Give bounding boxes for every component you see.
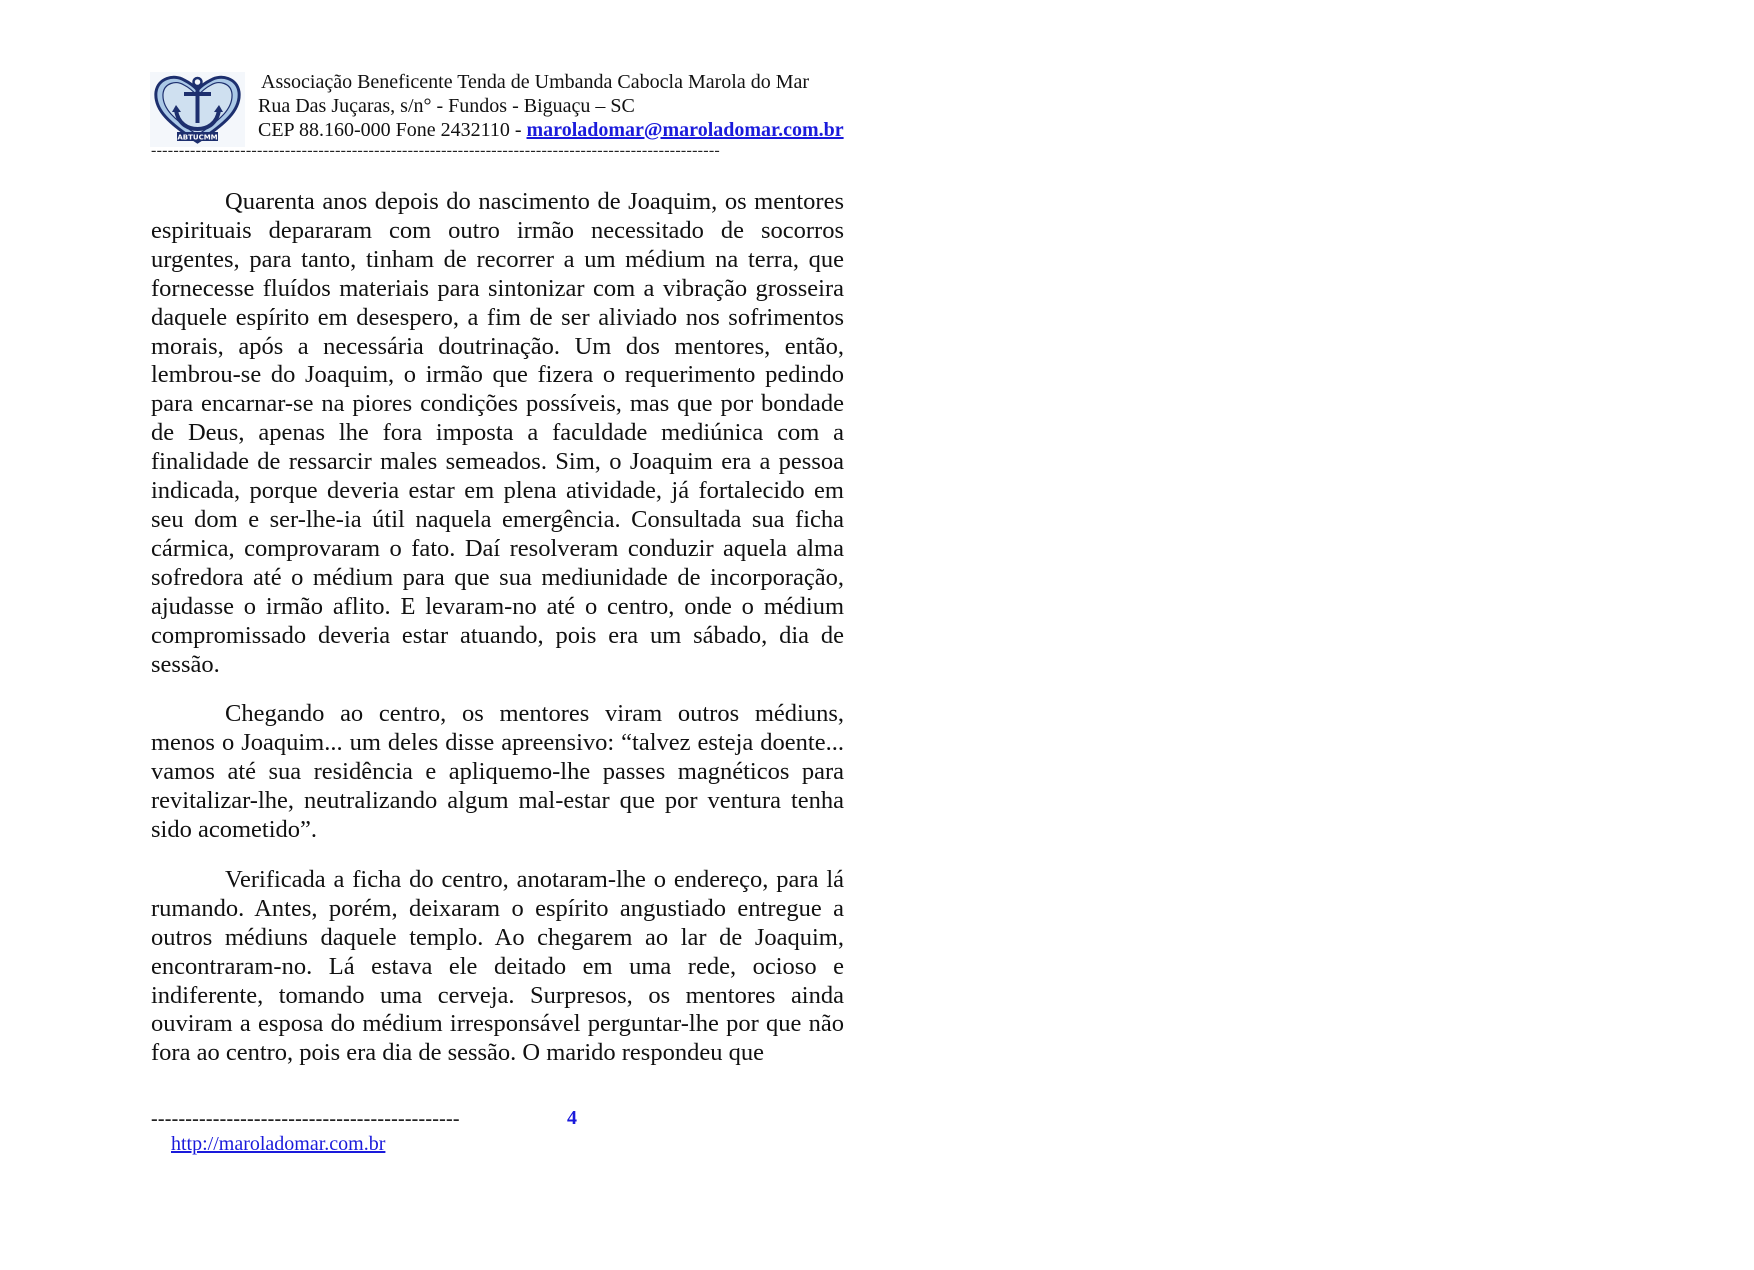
email-link[interactable]: maroladomar@maroladomar.com.br <box>526 119 844 141</box>
footer-divider: --------------------------------------------- <box>151 1108 460 1130</box>
header-divider: ------------------------------------------------------------------------------------------------------ <box>151 142 720 159</box>
organization-address: Rua Das Juçaras, s/n° - Fundos - Biguaçu – SC <box>258 95 635 117</box>
postal-phone: CEP 88.160-000 Fone 2432110 - <box>258 119 527 141</box>
document-header <box>150 70 910 150</box>
page-number: 4 <box>567 1107 577 1129</box>
document-body <box>151 188 844 1089</box>
organization-name: Associação Beneficente Tenda de Umbanda Cabocla Marola do Mar <box>261 71 810 93</box>
logo-lettering: ABTUCMM <box>177 133 218 142</box>
anchor-heart-logo-icon <box>150 72 245 147</box>
website-link[interactable]: http://maroladomar.com.br <box>171 1133 386 1155</box>
paragraph-1: Quarenta anos depois do nascimento de Joaquim, os mentores espirituais depararam com outro irmão necessitado de socorros urgentes, para tanto, tinham de recorrer a um médium na terra, que fornecesse fluídos materiais para sintonizar com a vibração grosseira daquele espírito em desespero, a fim de ser aliviado nos sofrimentos morais, após a necessária doutrinação. Um dos mentores, então, lembrou-se do Joaquim, o irmão que fizera o requerimento pedindo para encarnar-se na piores condições possíveis, mas que por bondade de Deus, apenas lhe fora imposta a faculdade mediúnica com a finalidade de ressarcir males semeados. Sim, o Joaquim era a pessoa indicada, porque deveria estar em plena atividade, já fortalecido em seu dom e ser-lhe-ia útil naquela emergência. Consultada sua ficha cármica, comprovaram o fato. Daí resolveram conduzir aquela alma sofredora até o médium para que sua mediunidade de incorporação, ajudasse o irmão aflito. E levaram-no até o centro, onde o médium compromissado deveria estar atuando, pois era um sábado, dia de sessão. <box>151 188 844 678</box>
organization-contact <box>258 118 844 142</box>
paragraph-2: Chegando ao centro, os mentores viram outros médiuns, menos o Joaquim... um deles disse apreensivo: “talvez esteja doente... vamos até sua residência e apliquemo-lhe passes magnéticos para revitalizar-lhe, neutralizando algum mal-estar que por ventura tenha sido acometido”. <box>151 700 844 844</box>
organization-info <box>258 70 844 142</box>
paragraph-3: Verificada a ficha do centro, anotaram-lhe o endereço, para lá rumando. Antes, porém, deixaram o espírito angustiado entregue a outros médiuns daquele templo. Ao chegarem ao lar de Joaquim, encontraram-no. Lá estava ele deitado em uma rede, ocioso e indiferente, tomando uma cerveja. Surpresos, os mentores ainda ouviram a esposa do médium irresponsável perguntar-lhe por que não fora ao centro, pois era dia de sessão. O marido respondeu que <box>151 865 844 1067</box>
